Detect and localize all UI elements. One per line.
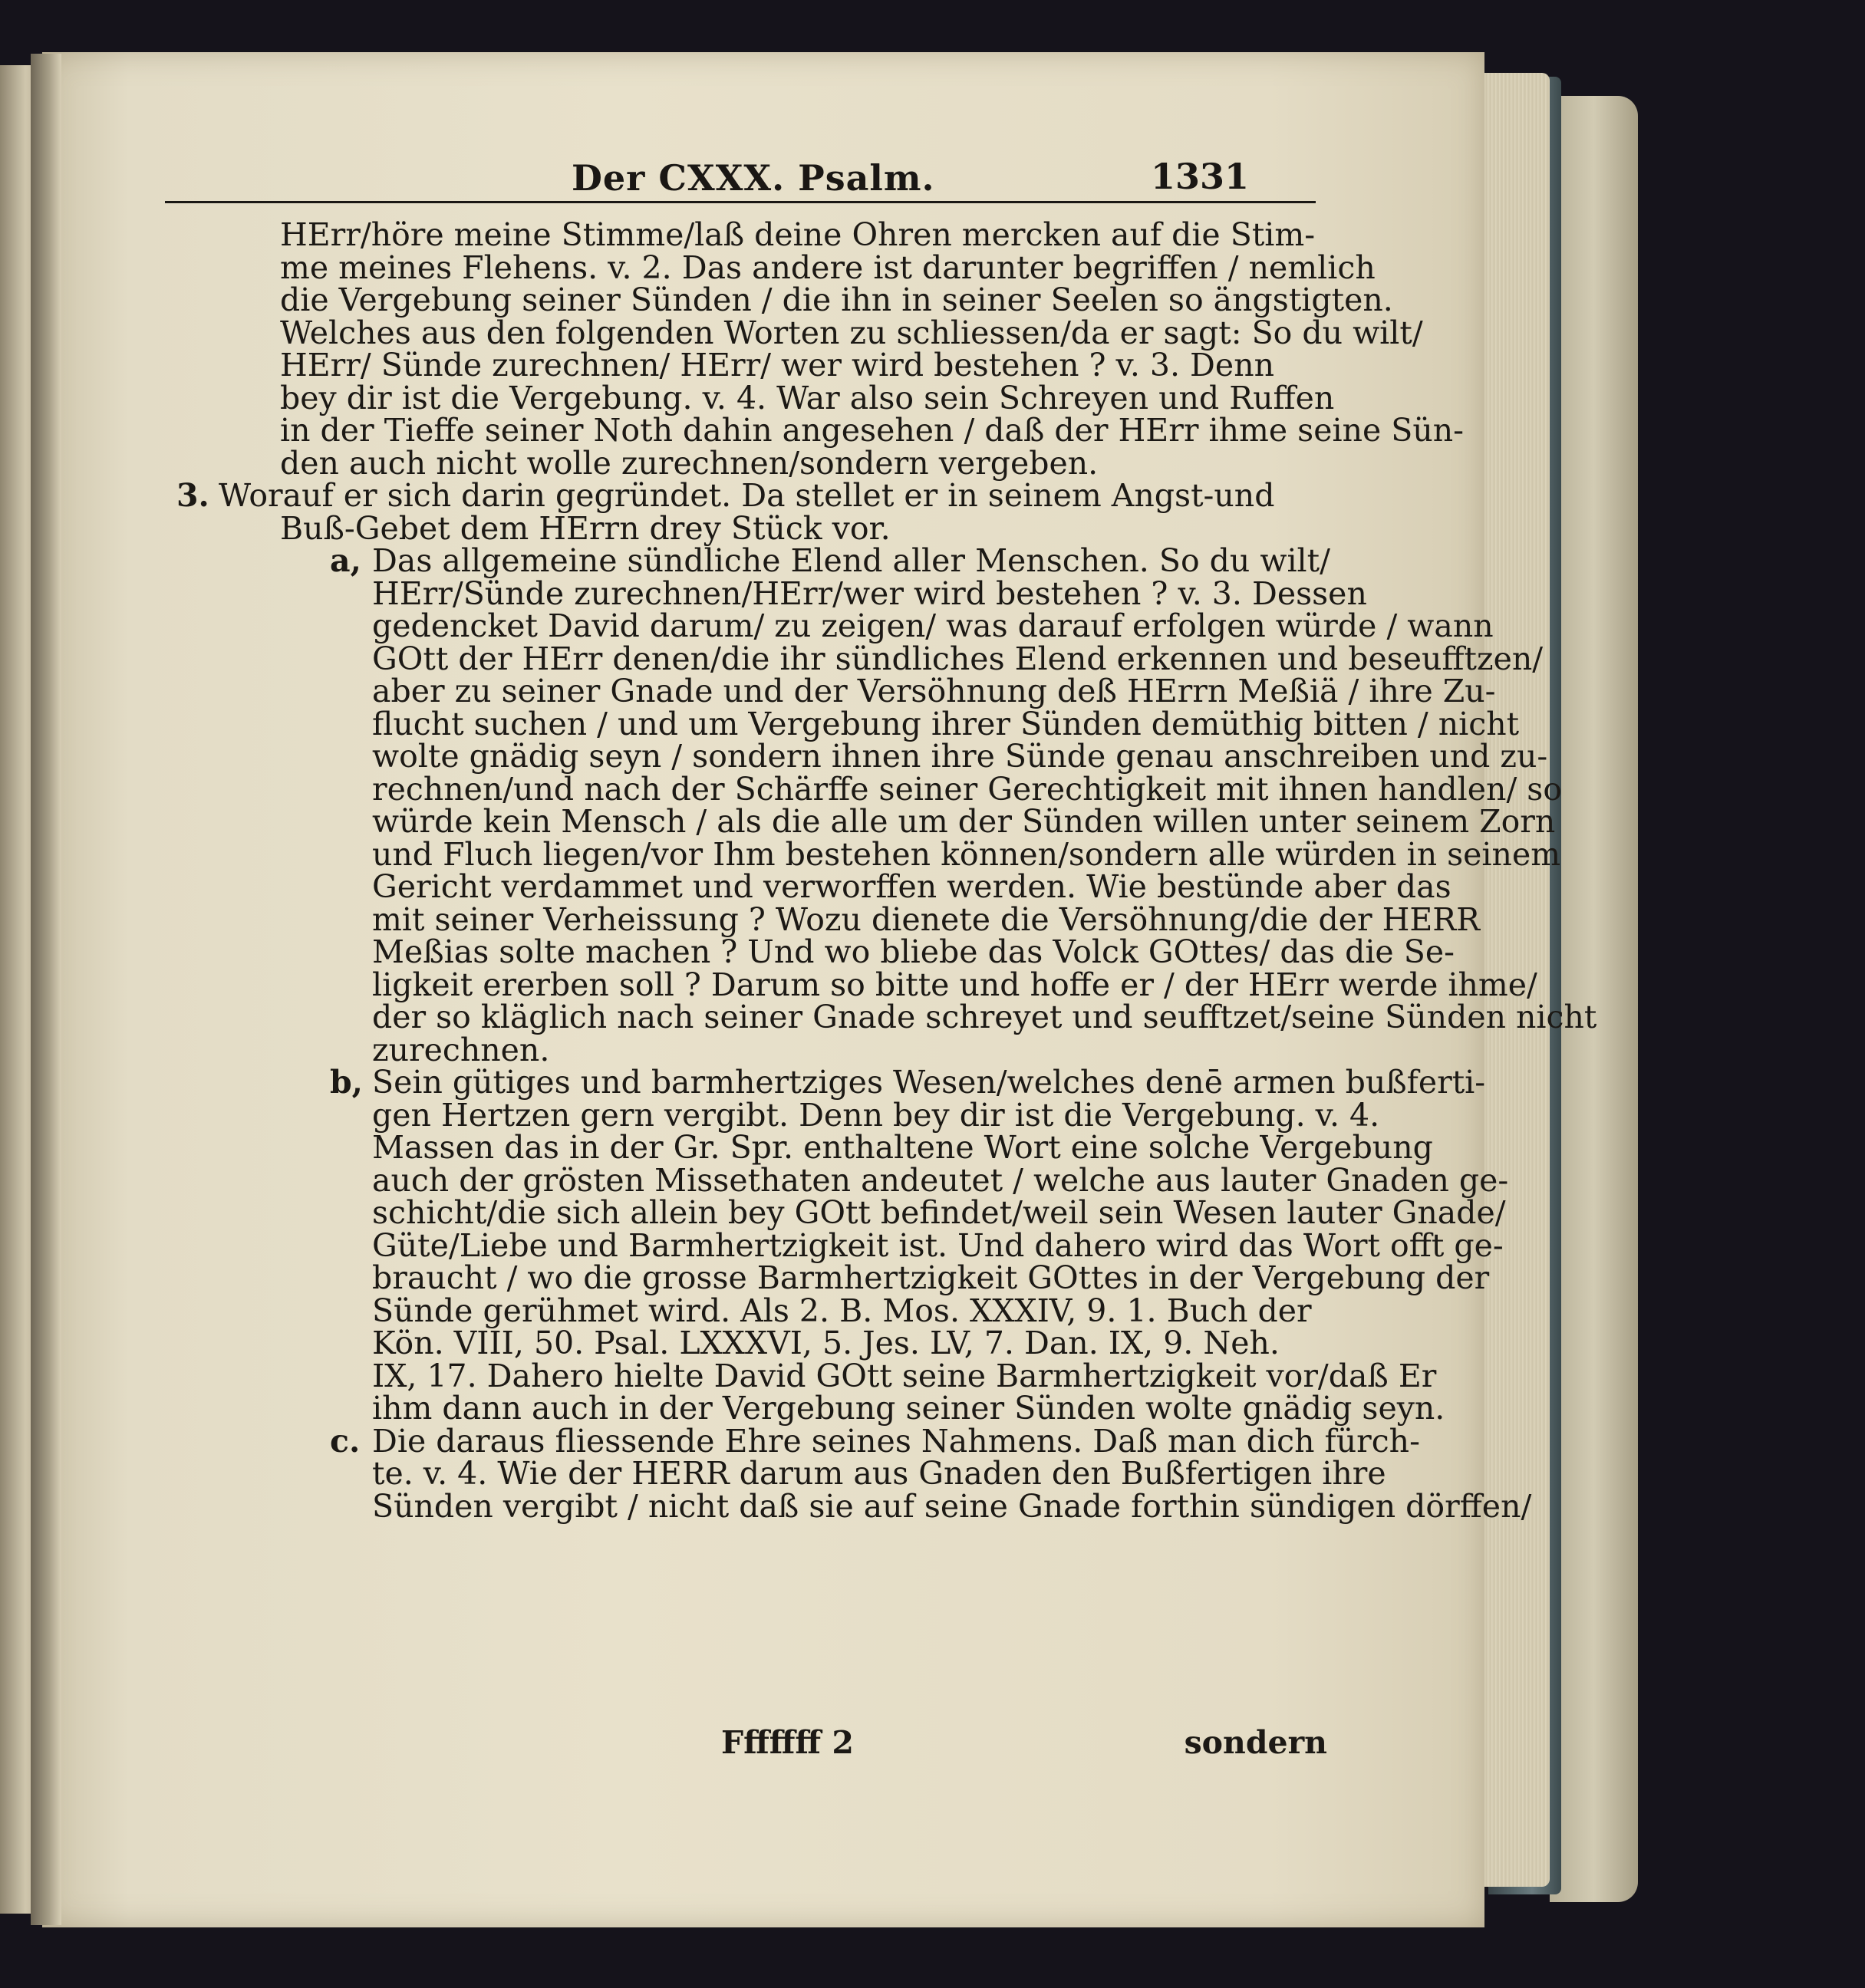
line-text: der so kläglich nach seiner Gnade schreyet und seufftzet/seine Sünden nicht — [372, 999, 1597, 1035]
text-line — [176, 738, 1548, 775]
text-line — [176, 868, 1451, 905]
line-text: schicht/die sich allein bey GOtt befindet/weil sein Wesen lauter Gnade/ — [372, 1194, 1506, 1231]
line-text: te. v. 4. Wie der HERR darum aus Gnaden den Bußfertigen ihre — [372, 1455, 1386, 1492]
line-text: Gericht verdammet und verworffen werden. Wie bestünde aber das — [372, 868, 1451, 905]
text-line — [176, 1422, 1420, 1460]
text-line — [176, 379, 1335, 416]
line-text: wolte gnädig seyn / sondern ihnen ihre Sünde genau anschreiben und zu- — [372, 738, 1548, 775]
page-header — [165, 146, 1316, 207]
line-text: Buß-Gebet dem HErrn drey Stück vor. — [280, 509, 891, 547]
line-text: braucht / wo die grosse Barmhertzigkeit GOttes in der Vergebung der — [372, 1259, 1490, 1296]
text-line — [176, 999, 1597, 1035]
text-line — [176, 673, 1496, 709]
text-line — [176, 479, 1312, 512]
text-line — [176, 933, 1455, 970]
line-text: den auch nicht wolle zurechnen/sondern vergeben. — [280, 444, 1099, 482]
line-text: Meßias solte machen ? Und wo bliebe das Volck GOttes/ das die Se- — [372, 933, 1455, 970]
line-text: Das allgemeine sündliche Elend aller Menschen. So du wilt/ — [372, 542, 1330, 579]
line-text: rechnen/und nach der Schärffe seiner Gerechtigkeit mit ihnen handlen/ so — [372, 770, 1563, 808]
text-line — [176, 412, 1465, 449]
text-line — [176, 1129, 1433, 1166]
line-text: gedencket David darum/ zu zeigen/ was darauf erfolgen würde / wann — [372, 607, 1494, 644]
text-line — [176, 1455, 1386, 1492]
line-text: aber zu seiner Gnade und der Versöhnung deß HErrn Meßiä / ihre Zu- — [372, 673, 1496, 709]
text-line — [176, 1327, 1312, 1360]
line-text: bey dir ist die Vergebung. v. 4. War also sein Schreyen und Ruffen — [280, 379, 1335, 416]
list-marker: c. — [330, 1422, 361, 1460]
line-text: in der Tieffe seiner Noth dahin angesehen / daß der HErr ihme seine Sün- — [280, 412, 1465, 449]
text-line — [176, 216, 1316, 253]
text-line — [176, 1357, 1437, 1394]
text-line — [176, 900, 1481, 938]
line-text: und Fluch liegen/vor Ihm bestehen können/sondern alle würden in seinem — [372, 835, 1561, 873]
line-text: Sünde gerühmet wird. Als 2. B. Mos. XXXIV, 9. 1. Buch der — [372, 1292, 1312, 1329]
signature-mark: Fffffff 2 — [721, 1724, 854, 1761]
list-marker: b, — [330, 1064, 363, 1101]
line-text: Sein gütiges und barmhertziges Wesen/welches denē armen bußferti- — [372, 1064, 1486, 1101]
line-text: me meines Flehens. v. 2. Das andere ist darunter begriffen / nemlich — [280, 248, 1376, 286]
line-text: zurechnen. — [372, 1031, 550, 1068]
text-line — [176, 314, 1423, 351]
line-text: Massen das in der Gr. Spr. enthaltene Wort eine solche Vergebung — [372, 1129, 1433, 1166]
text-line — [176, 966, 1537, 1003]
header-rule — [165, 201, 1316, 203]
text-line — [176, 248, 1376, 286]
text-line — [176, 1064, 1486, 1101]
text-line — [176, 509, 1312, 547]
line-text: auch der grösten Missethaten andeutet / welche aus lauter Gnaden ge- — [372, 1161, 1509, 1199]
line-text: die Vergebung seiner Sünden / die ihn in seiner Seelen so ängstigten. — [280, 281, 1393, 318]
page-body — [176, 216, 1597, 1525]
line-text: Welches aus den folgenden Worten zu schliessen/da er sagt: So du wilt/ — [280, 314, 1423, 351]
line-text: Die daraus fliessende Ehre seines Nahmens. Daß man dich fürch- — [372, 1422, 1420, 1460]
line-text: Kön. VIII, 50. Psal. LXXXVI, 5. Jes. LV, 7. Dan. IX, 9. Neh. — [372, 1325, 1280, 1361]
list-marker: a, — [330, 542, 361, 579]
catchword: sondern — [1184, 1724, 1327, 1761]
text-line — [176, 444, 1312, 482]
text-line — [176, 1226, 1504, 1264]
page-number: 1331 — [1151, 156, 1250, 197]
text-line — [176, 803, 1556, 840]
text-line — [176, 1031, 1312, 1068]
line-text: IX, 17. Dahero hielte David GOtt seine Barmhertzigkeit vor/daß Er — [372, 1357, 1437, 1394]
text-line — [176, 542, 1330, 579]
text-line — [176, 1487, 1532, 1525]
text-line — [176, 607, 1494, 644]
line-text: mit seiner Verheissung ? Wozu dienete die Versöhnung/die der HERR — [372, 900, 1481, 938]
line-text: GOtt der HErr denen/die ihr sündliches Elend erkennen und beseufftzen/ — [372, 640, 1544, 677]
text-line — [176, 705, 1520, 742]
text-line — [176, 281, 1393, 318]
text-line — [176, 349, 1312, 382]
list-marker: 3. — [176, 477, 209, 514]
running-head: Der CXXX. Psalm. — [572, 157, 935, 199]
line-text: würde kein Mensch / als die alle um der Sünden willen unter seinem Zorn — [372, 803, 1556, 840]
text-line — [176, 1194, 1506, 1231]
text-line — [176, 1161, 1509, 1199]
line-text: gen Hertzen gern vergibt. Denn bey dir ist die Vergebung. v. 4. — [372, 1096, 1380, 1134]
line-text: Sünden vergibt / nicht daß sie auf seine Gnade forthin sündigen dörffen/ — [372, 1487, 1532, 1525]
text-line — [176, 1390, 1445, 1427]
line-text: ihm dann auch in der Vergebung seiner Sünden wolte gnädig seyn. — [372, 1390, 1445, 1427]
line-text: ligkeit ererben soll ? Darum so bitte und hoffe er / der HErr werde ihme/ — [372, 966, 1537, 1003]
text-line — [176, 640, 1544, 677]
page-footer — [721, 1724, 1327, 1763]
text-line — [176, 1259, 1490, 1296]
line-text: HErr/Sünde zurechnen/HErr/wer wird bestehen ? v. 3. Dessen — [372, 574, 1367, 612]
line-text: HErr/ Sünde zurechnen/ HErr/ wer wird bestehen ? v. 3. Denn — [280, 347, 1275, 383]
line-text: Worauf er sich darin gegründet. Da stellet er in seinem Angst-und — [219, 477, 1275, 514]
line-text: flucht suchen / und um Vergebung ihrer Sünden demüthig bitten / nicht — [372, 705, 1520, 742]
line-text: Güte/Liebe und Barmhertzigkeit ist. Und dahero wird das Wort offt ge- — [372, 1226, 1504, 1264]
page-gutter — [31, 54, 61, 1925]
text-line — [176, 1096, 1380, 1134]
text-line — [176, 574, 1367, 612]
text-line — [176, 1292, 1312, 1329]
text-line — [176, 835, 1561, 873]
line-text: HErr/höre meine Stimme/laß deine Ohren mercken auf die Stim- — [280, 216, 1316, 253]
text-line — [176, 770, 1563, 808]
